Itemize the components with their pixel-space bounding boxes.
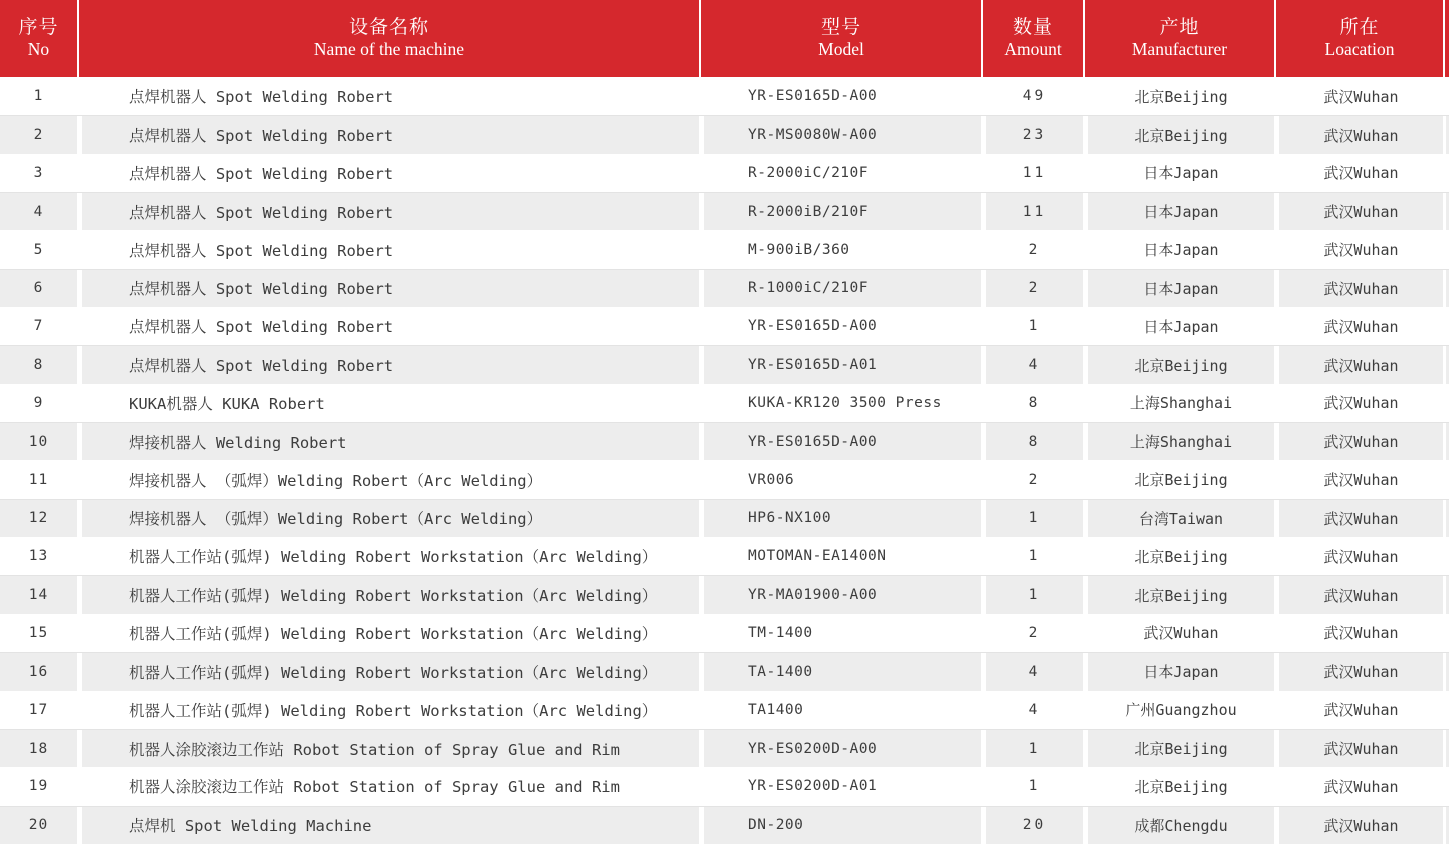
cell-location: 武汉Wuhan [1274, 116, 1443, 153]
cell-amount: 4 [981, 653, 1083, 690]
cell-name: 机器人涂胶滚边工作站 Robot Station of Spray Glue and Rim [77, 730, 699, 767]
cell-location: 武汉Wuhan [1274, 653, 1443, 690]
table-row [0, 422, 1449, 460]
cell-amount: 2 [981, 614, 1083, 652]
cell-no: 15 [28, 624, 49, 641]
cell-amount: 2 [981, 270, 1083, 307]
cell-model: M-900iB/360 [699, 230, 981, 268]
table-edge-sliver [1443, 500, 1449, 537]
cell-no: 1 [33, 88, 44, 105]
cell-model: R-1000iC/210F [699, 270, 981, 307]
table-row [0, 614, 1449, 652]
cell-manufacturer: 上海Shanghai [1083, 423, 1274, 460]
column-header-model-cn: 型号 [820, 16, 861, 38]
cell-manufacturer: 武汉Wuhan [1083, 614, 1274, 652]
cell-name: 机器人工作站(弧焊) Welding Robert Workstation（Arc Welding） [77, 653, 699, 690]
cell-amount: 2 [981, 460, 1083, 498]
table-row [0, 307, 1449, 345]
table-row [0, 115, 1449, 153]
column-header-manufacturer [1083, 0, 1274, 77]
table-edge-sliver [1443, 77, 1449, 115]
cell-no: 8 [0, 346, 77, 383]
cell-name: 点焊机器人 Spot Welding Robert [77, 116, 699, 153]
table-edge-sliver [1443, 270, 1449, 307]
table-edge-sliver [1443, 691, 1449, 729]
cell-no: 13 [28, 548, 49, 565]
cell-amount: 8 [981, 384, 1083, 422]
cell-no: 11 [28, 471, 49, 488]
cell-location: 武汉Wuhan [1274, 307, 1443, 345]
cell-name: 点焊机器人 Spot Welding Robert [77, 230, 699, 268]
table-edge-sliver [1443, 730, 1449, 767]
cell-manufacturer: 日本Japan [1083, 307, 1274, 345]
table-edge-sliver-header [1443, 0, 1449, 77]
cell-amount: 20 [981, 807, 1083, 844]
table-row [0, 652, 1449, 690]
cell-name: 点焊机器人 Spot Welding Robert [77, 270, 699, 307]
cell-manufacturer: 广州Guangzhou [1083, 691, 1274, 729]
cell-location: 武汉Wuhan [1274, 154, 1443, 192]
cell-no: 17 [28, 701, 49, 718]
column-header-amount-cn: 数量 [1012, 16, 1053, 38]
cell-no: 20 [0, 807, 77, 844]
cell-no: 3 [33, 164, 44, 181]
table-edge-sliver [1443, 307, 1449, 345]
cell-amount: 2 [981, 230, 1083, 268]
cell-manufacturer: 北京Beijing [1083, 77, 1274, 115]
cell-model: YR-ES0165D-A00 [699, 307, 981, 345]
cell-amount: 49 [981, 77, 1083, 115]
cell-amount: 11 [981, 154, 1083, 192]
cell-model: YR-ES0165D-A01 [699, 346, 981, 383]
cell-location: 武汉Wuhan [1274, 730, 1443, 767]
cell-no: 4 [0, 193, 77, 230]
column-header-name-cn: 设备名称 [348, 16, 429, 38]
column-header-model-en: Model [818, 39, 864, 60]
table-edge-sliver [1443, 384, 1449, 422]
cell-model: TA1400 [699, 691, 981, 729]
cell-no: 7 [33, 318, 44, 335]
column-header-no-cn: 序号 [18, 16, 59, 38]
table-row [0, 460, 1449, 498]
cell-manufacturer: 日本Japan [1083, 270, 1274, 307]
cell-manufacturer: 日本Japan [1083, 230, 1274, 268]
cell-amount: 11 [981, 193, 1083, 230]
cell-amount: 1 [981, 767, 1083, 805]
cell-amount: 1 [981, 537, 1083, 575]
cell-model: YR-ES0200D-A01 [699, 767, 981, 805]
cell-model: DN-200 [699, 807, 981, 844]
table-edge-sliver [1443, 423, 1449, 460]
table-edge-sliver [1443, 614, 1449, 652]
cell-amount: 1 [981, 576, 1083, 613]
cell-location: 武汉Wuhan [1274, 384, 1443, 422]
cell-manufacturer: 日本Japan [1083, 653, 1274, 690]
table-row [0, 192, 1449, 230]
cell-amount: 4 [981, 346, 1083, 383]
cell-manufacturer: 日本Japan [1083, 193, 1274, 230]
table-edge-sliver [1443, 576, 1449, 613]
cell-location: 武汉Wuhan [1274, 193, 1443, 230]
column-header-name-en: Name of the machine [313, 39, 465, 60]
table-edge-sliver [1443, 116, 1449, 153]
cell-manufacturer: 日本Japan [1083, 154, 1274, 192]
cell-model: TA-1400 [699, 653, 981, 690]
table-edge-sliver [1443, 537, 1449, 575]
table-edge-sliver [1443, 460, 1449, 498]
table-edge-sliver [1443, 154, 1449, 192]
cell-model: YR-ES0165D-A00 [699, 423, 981, 460]
cell-model: YR-ES0200D-A00 [699, 730, 981, 767]
cell-location: 武汉Wuhan [1274, 691, 1443, 729]
table-row [0, 345, 1449, 383]
cell-name: 点焊机 Spot Welding Machine [77, 807, 699, 844]
cell-name: 焊接机器人 （弧焊）Welding Robert（Arc Welding） [77, 460, 699, 498]
cell-name: 机器人工作站(弧焊) Welding Robert Workstation（Arc Welding） [77, 691, 699, 729]
cell-manufacturer: 北京Beijing [1083, 116, 1274, 153]
cell-model: MOTOMAN-EA1400N [699, 537, 981, 575]
table-edge-sliver [1443, 807, 1449, 844]
column-header-location [1274, 0, 1443, 77]
table-row [0, 767, 1449, 805]
cell-manufacturer: 上海Shanghai [1083, 384, 1274, 422]
cell-no: 9 [33, 394, 44, 411]
cell-name: 焊接机器人 （弧焊）Welding Robert（Arc Welding） [77, 500, 699, 537]
cell-model: YR-MS0080W-A00 [699, 116, 981, 153]
cell-amount: 8 [981, 423, 1083, 460]
cell-model: HP6-NX100 [699, 500, 981, 537]
table-row [0, 154, 1449, 192]
table-edge-sliver [1443, 230, 1449, 268]
cell-no: 5 [33, 241, 44, 258]
cell-no: 16 [0, 653, 77, 690]
cell-location: 武汉Wuhan [1274, 807, 1443, 844]
column-header-manufacturer-cn: 产地 [1159, 16, 1200, 38]
cell-name: 焊接机器人 Welding Robert [77, 423, 699, 460]
cell-name: 点焊机器人 Spot Welding Robert [77, 154, 699, 192]
cell-location: 武汉Wuhan [1274, 230, 1443, 268]
cell-location: 武汉Wuhan [1274, 767, 1443, 805]
table-body [0, 77, 1449, 844]
cell-model: YR-MA01900-A00 [699, 576, 981, 613]
table-row [0, 269, 1449, 307]
table-header-row [0, 0, 1449, 77]
cell-name: 机器人工作站(弧焊) Welding Robert Workstation（Arc Welding） [77, 537, 699, 575]
cell-location: 武汉Wuhan [1274, 423, 1443, 460]
cell-no: 6 [0, 270, 77, 307]
cell-location: 武汉Wuhan [1274, 576, 1443, 613]
cell-no: 19 [28, 778, 49, 795]
table-row [0, 691, 1449, 729]
table-row [0, 230, 1449, 268]
table-edge-sliver [1443, 653, 1449, 690]
cell-location: 武汉Wuhan [1274, 537, 1443, 575]
table-row [0, 729, 1449, 767]
cell-location: 武汉Wuhan [1274, 270, 1443, 307]
cell-name: 点焊机器人 Spot Welding Robert [77, 193, 699, 230]
column-header-name [77, 0, 699, 77]
column-header-no-en: No [27, 39, 50, 60]
cell-manufacturer: 成都Chengdu [1083, 807, 1274, 844]
cell-no: 2 [0, 116, 77, 153]
cell-no: 14 [0, 576, 77, 613]
column-header-location-cn: 所在 [1339, 16, 1380, 38]
table-row [0, 499, 1449, 537]
cell-location: 武汉Wuhan [1274, 614, 1443, 652]
column-header-amount [981, 0, 1083, 77]
cell-amount: 1 [981, 307, 1083, 345]
table-row [0, 806, 1449, 844]
table-row [0, 384, 1449, 422]
cell-model: YR-ES0165D-A00 [699, 77, 981, 115]
table-edge-sliver [1443, 767, 1449, 805]
cell-manufacturer: 北京Beijing [1083, 460, 1274, 498]
table-edge-sliver [1443, 346, 1449, 383]
cell-amount: 1 [981, 730, 1083, 767]
cell-model: KUKA-KR120 3500 Press [699, 384, 981, 422]
cell-amount: 23 [981, 116, 1083, 153]
cell-amount: 4 [981, 691, 1083, 729]
cell-location: 武汉Wuhan [1274, 346, 1443, 383]
cell-location: 武汉Wuhan [1274, 460, 1443, 498]
cell-name: 点焊机器人 Spot Welding Robert [77, 346, 699, 383]
cell-model: R-2000iB/210F [699, 193, 981, 230]
column-header-location-en: Loacation [1324, 39, 1395, 60]
cell-manufacturer: 北京Beijing [1083, 767, 1274, 805]
cell-location: 武汉Wuhan [1274, 500, 1443, 537]
cell-manufacturer: 北京Beijing [1083, 346, 1274, 383]
cell-model: R-2000iC/210F [699, 154, 981, 192]
cell-name: 点焊机器人 Spot Welding Robert [77, 307, 699, 345]
table-edge-sliver [1443, 193, 1449, 230]
column-header-model [699, 0, 981, 77]
cell-no: 12 [0, 500, 77, 537]
cell-manufacturer: 北京Beijing [1083, 537, 1274, 575]
cell-name: 机器人涂胶滚边工作站 Robot Station of Spray Glue and Rim [77, 767, 699, 805]
cell-manufacturer: 北京Beijing [1083, 576, 1274, 613]
column-header-no [0, 0, 77, 77]
cell-no: 10 [0, 423, 77, 460]
cell-name: KUKA机器人 KUKA Robert [77, 384, 699, 422]
column-header-amount-en: Amount [1004, 39, 1062, 60]
column-header-manufacturer-en: Manufacturer [1131, 39, 1228, 60]
cell-name: 点焊机器人 Spot Welding Robert [77, 77, 699, 115]
cell-location: 武汉Wuhan [1274, 77, 1443, 115]
table-row [0, 575, 1449, 613]
cell-name: 机器人工作站(弧焊) Welding Robert Workstation（Arc Welding） [77, 576, 699, 613]
cell-manufacturer: 台湾Taiwan [1083, 500, 1274, 537]
cell-manufacturer: 北京Beijing [1083, 730, 1274, 767]
cell-model: TM-1400 [699, 614, 981, 652]
cell-amount: 1 [981, 500, 1083, 537]
table-row [0, 537, 1449, 575]
table-row [0, 77, 1449, 115]
cell-model: VR006 [699, 460, 981, 498]
cell-name: 机器人工作站(弧焊) Welding Robert Workstation（Arc Welding） [77, 614, 699, 652]
cell-no: 18 [0, 730, 77, 767]
